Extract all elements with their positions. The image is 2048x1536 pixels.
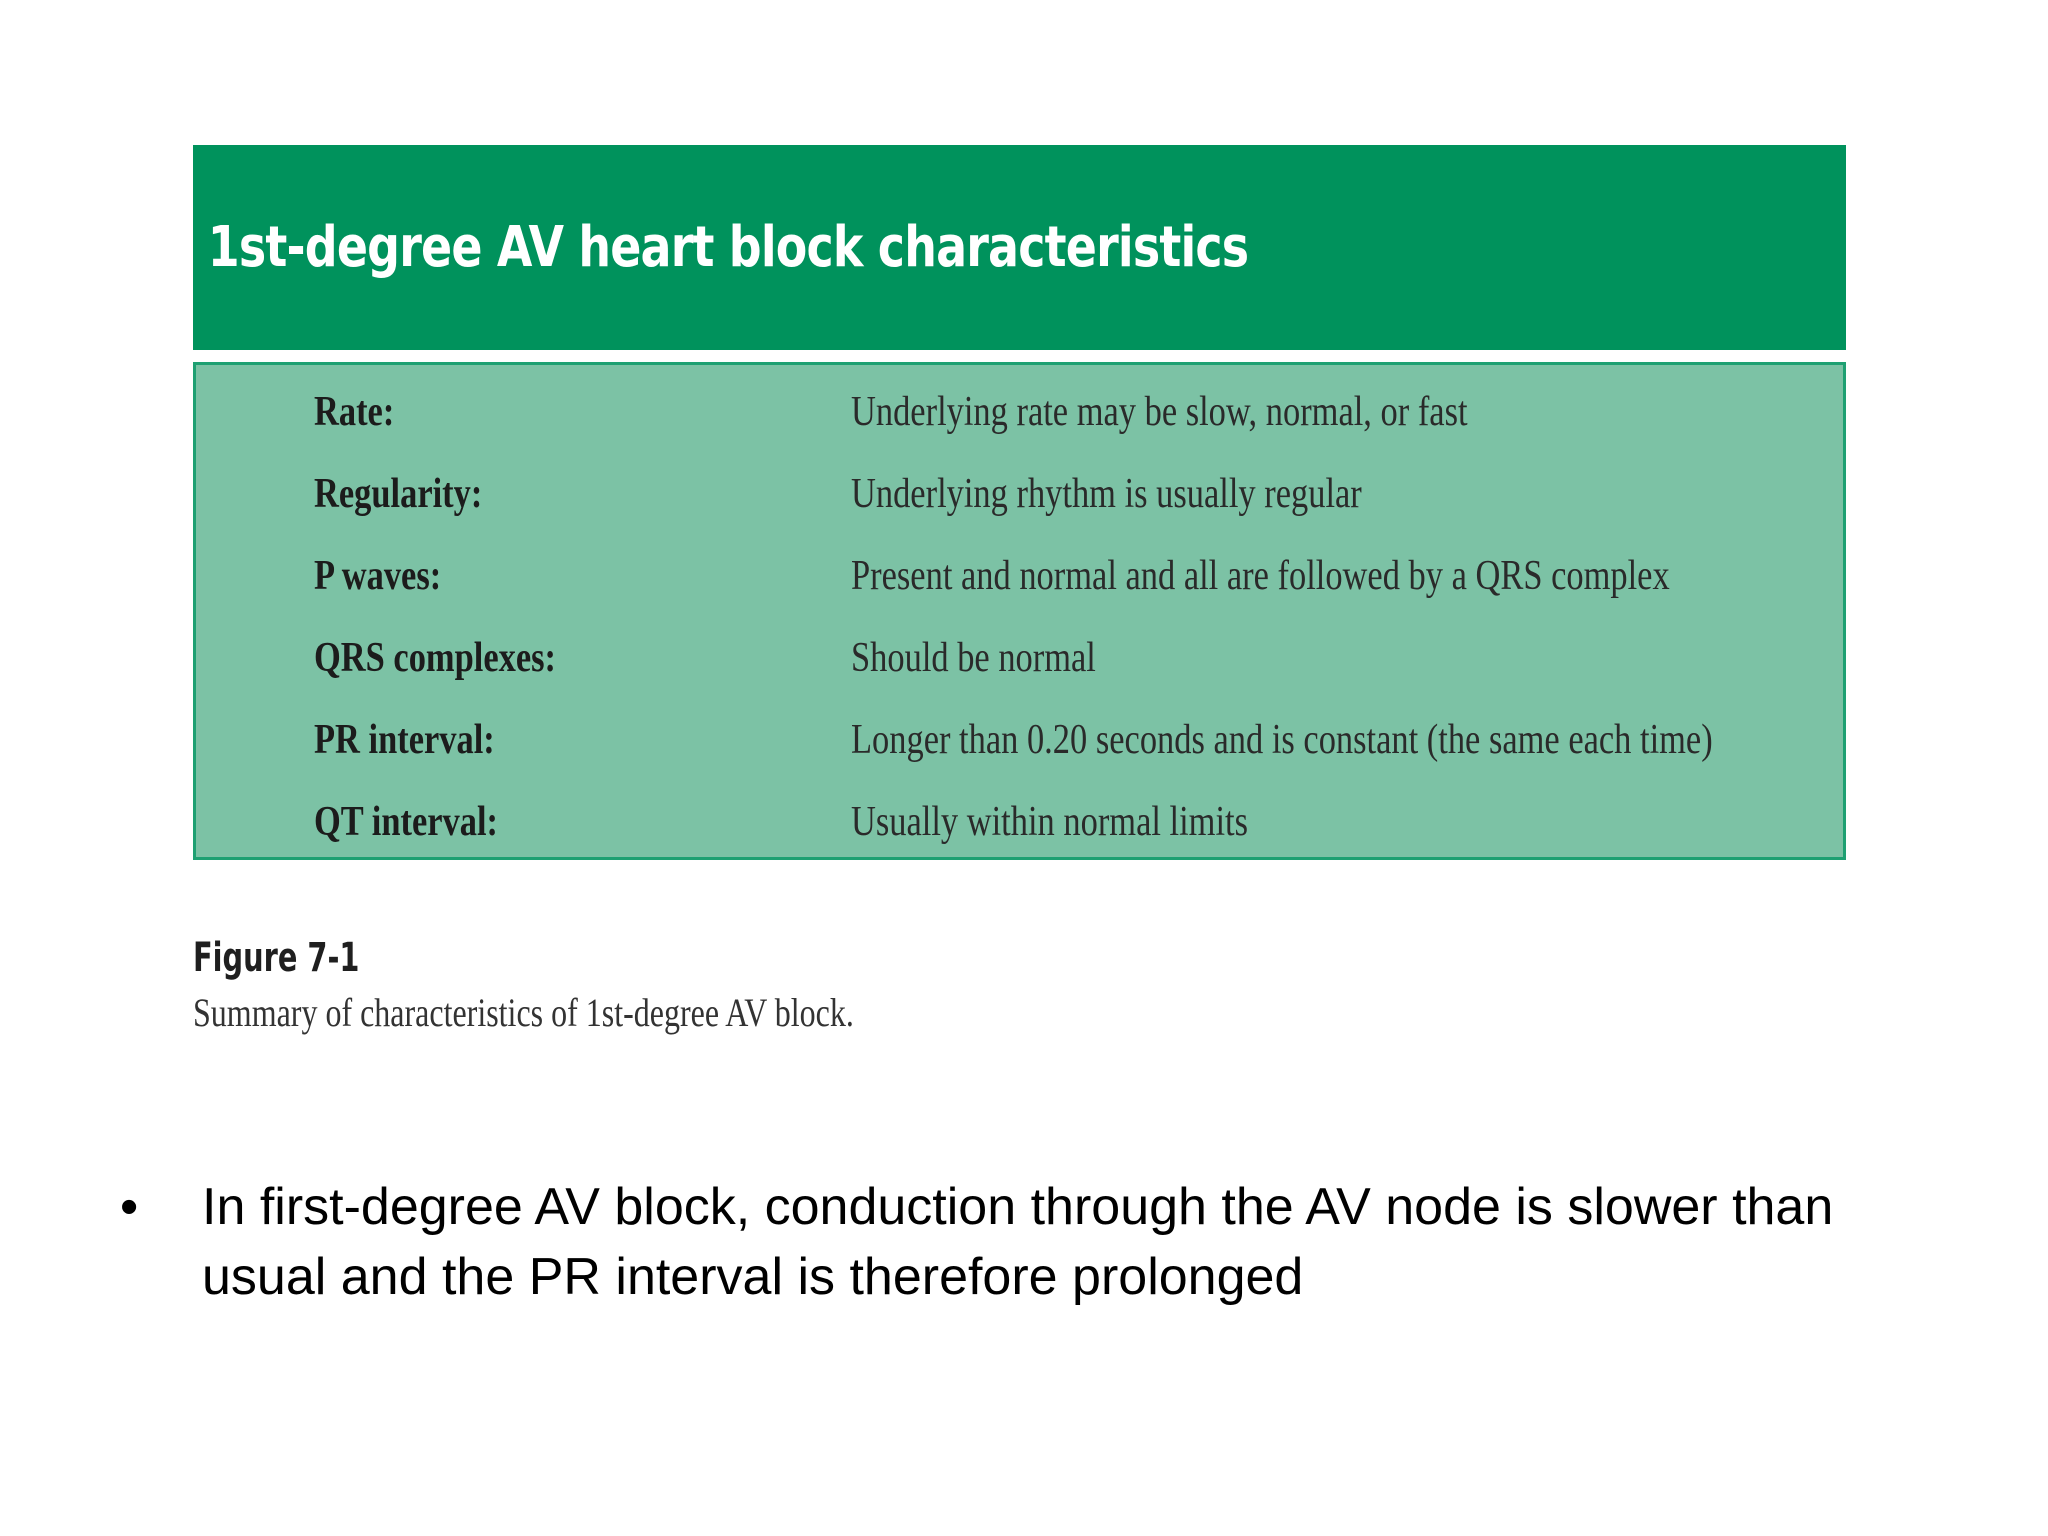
table-row — [196, 617, 1843, 699]
row-value-rate: Underlying rate may be slow, normal, or fast — [851, 389, 1468, 435]
row-label-qt-interval: QT interval: — [314, 799, 499, 845]
row-label-rate: Rate: — [314, 389, 395, 435]
table-row — [196, 781, 1843, 863]
row-value-pr-interval: Longer than 0.20 seconds and is constant (the same each time) — [851, 717, 1713, 763]
characteristics-table — [193, 362, 1846, 860]
row-value-qt-interval: Usually within normal limits — [851, 799, 1249, 845]
row-value-qrs-complexes: Should be normal — [851, 635, 1096, 681]
bullet-icon: • — [120, 1178, 139, 1236]
row-label-qrs-complexes: QRS complexes: — [314, 635, 557, 681]
figure-title: 1st-degree AV heart block characteristics — [207, 215, 1249, 280]
table-row — [196, 535, 1843, 617]
bullet-text: In first-degree AV block, conduction through the AV node is slower than usual and the PR interval is therefore prolonged — [202, 1178, 1834, 1306]
figure-header — [193, 145, 1846, 350]
row-value-p-waves: Present and normal and all are followed by a QRS complex — [851, 553, 1670, 599]
characteristics-figure — [193, 145, 1846, 860]
caption-label: Figure 7-1 — [193, 935, 360, 981]
table-row — [196, 699, 1843, 781]
row-value-regularity: Underlying rhythm is usually regular — [851, 471, 1362, 517]
table-row — [196, 453, 1843, 535]
caption-text: Summary of characteristics of 1st-degree AV block. — [193, 990, 854, 1035]
row-label-p-waves: P waves: — [314, 553, 442, 599]
row-label-regularity: Regularity: — [314, 471, 483, 517]
figure-caption — [193, 935, 1019, 1036]
row-label-pr-interval: PR interval: — [314, 717, 495, 763]
table-row — [196, 371, 1843, 453]
